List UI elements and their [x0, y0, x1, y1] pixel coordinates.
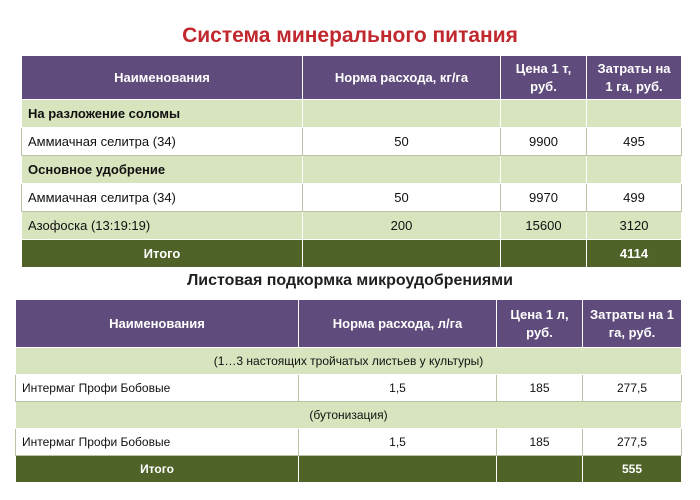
price-value: 9970 [501, 184, 587, 212]
price-value: 9900 [501, 128, 587, 156]
empty-cell [587, 156, 682, 184]
empty-cell [299, 456, 497, 483]
header-cost: Затраты на 1 га, руб. [583, 300, 682, 348]
product-name: Аммиачная селитра (34) [22, 128, 303, 156]
section-row [22, 156, 682, 184]
table-row [16, 375, 682, 402]
cost-value: 3120 [587, 212, 682, 240]
rate-value: 200 [303, 212, 501, 240]
table-row [22, 184, 682, 212]
table-row [22, 212, 682, 240]
header-rate: Норма расхода, кг/га [303, 56, 501, 100]
empty-cell [501, 240, 587, 268]
header-name: Наименования [16, 300, 299, 348]
price-value: 15600 [501, 212, 587, 240]
empty-cell [303, 100, 501, 128]
product-name: Аммиачная селитра (34) [22, 184, 303, 212]
empty-cell [497, 456, 583, 483]
empty-cell [303, 240, 501, 268]
cost-value: 277,5 [583, 429, 682, 456]
total-cost: 555 [583, 456, 682, 483]
total-cost: 4114 [587, 240, 682, 268]
header-cost: Затраты на 1 га, руб. [587, 56, 682, 100]
rate-value: 50 [303, 128, 501, 156]
section-subtitle: Листовая подкормка микроудобрениями [187, 272, 513, 289]
product-name: Интермаг Профи Бобовые [16, 375, 299, 402]
stage-row [16, 348, 682, 375]
page-title: Система минерального питания [182, 24, 518, 47]
total-label: Итого [22, 240, 303, 268]
empty-cell [587, 100, 682, 128]
header-rate: Норма расхода, л/га [299, 300, 497, 348]
foliar-feeding-table [15, 299, 682, 483]
total-label: Итого [16, 456, 299, 483]
cost-value: 499 [587, 184, 682, 212]
stage-row [16, 402, 682, 429]
header-row [16, 300, 682, 348]
table-row [16, 429, 682, 456]
product-name: Азофоска (13:19:19) [22, 212, 303, 240]
empty-cell [501, 156, 587, 184]
rate-value: 1,5 [299, 429, 497, 456]
header-price: Цена 1 т, руб. [501, 56, 587, 100]
stage-label: (бутонизация) [16, 402, 682, 429]
stage-label: (1…3 настоящих тройчатых листьев у культуры) [16, 348, 682, 375]
empty-cell [303, 156, 501, 184]
table-row [22, 128, 682, 156]
empty-cell [501, 100, 587, 128]
section-label: На разложение соломы [22, 100, 303, 128]
rate-value: 1,5 [299, 375, 497, 402]
mineral-nutrition-table [21, 55, 682, 268]
cost-value: 277,5 [583, 375, 682, 402]
section-row [22, 100, 682, 128]
cost-value: 495 [587, 128, 682, 156]
header-name: Наименования [22, 56, 303, 100]
header-row [22, 56, 682, 100]
price-value: 185 [497, 375, 583, 402]
total-row [16, 456, 682, 483]
rate-value: 50 [303, 184, 501, 212]
total-row [22, 240, 682, 268]
price-value: 185 [497, 429, 583, 456]
section-label: Основное удобрение [22, 156, 303, 184]
product-name: Интермаг Профи Бобовые [16, 429, 299, 456]
header-price: Цена 1 л, руб. [497, 300, 583, 348]
